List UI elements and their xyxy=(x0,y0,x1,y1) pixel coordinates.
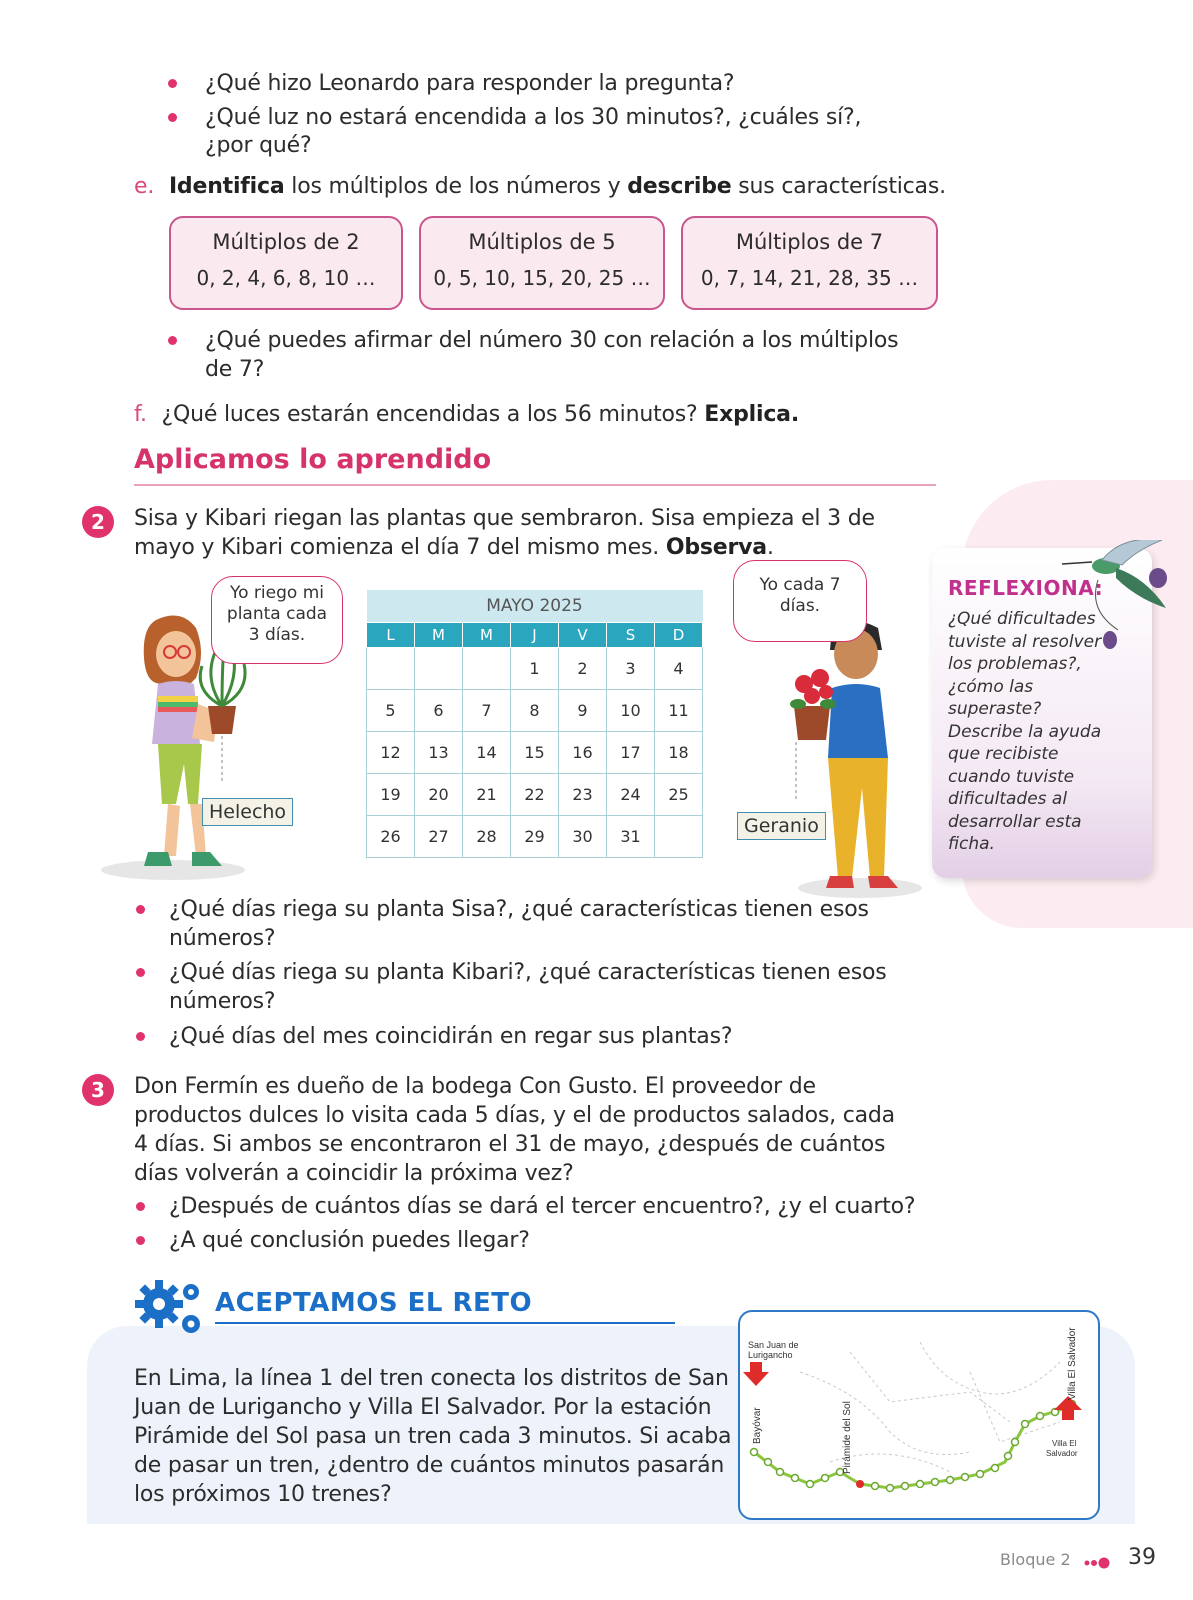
item-e-bold2: describe xyxy=(627,174,732,199)
calendar-day: 4 xyxy=(655,648,703,690)
reflexiona-line: ¿cómo las xyxy=(948,676,1034,697)
bubble-sisa-line3: 3 días. xyxy=(248,625,306,645)
section-title: Aplicamos lo aprendido xyxy=(134,444,492,475)
calendar-day: 18 xyxy=(655,732,703,774)
calendar-day: 1 xyxy=(511,648,559,690)
reto-line3: Pirámide del Sol pasa un tren cada 3 minutos. Si acaba xyxy=(134,1424,732,1449)
map-label-piramide: Pirámide del Sol xyxy=(842,1401,853,1474)
calendar-day: 10 xyxy=(607,690,655,732)
calendar-day: 29 xyxy=(511,816,559,858)
question-kibari-cont: números? xyxy=(169,989,276,1014)
problem-2-line2 xyxy=(134,533,774,562)
reflexiona-line: cuando tuviste xyxy=(948,766,1075,787)
calendar-day: 22 xyxy=(511,774,559,816)
tag-geranio: Geranio xyxy=(737,812,826,840)
problem-3-line3: 4 días. Si ambos se encontraron el 31 de mayo, ¿después de cuántos xyxy=(134,1132,886,1157)
question-luz: ¿Qué luz no estará encendida a los 30 minutos?, ¿cuáles sí?, xyxy=(205,105,862,130)
item-e-bold1: Identifica xyxy=(168,174,285,199)
question-tercer-encuentro: ¿Después de cuántos días se dará el tercer encuentro?, ¿y el cuarto? xyxy=(169,1194,916,1219)
calendar-day: 28 xyxy=(463,816,511,858)
question-sisa-cont: números? xyxy=(169,926,276,951)
question-sisa: ¿Qué días riega su planta Sisa?, ¿qué características tienen esos xyxy=(169,897,869,922)
section-divider xyxy=(134,484,936,486)
multiples-title: Múltiplos de 5 xyxy=(468,230,616,254)
reto-title: ACEPTAMOS EL RETO xyxy=(215,1288,533,1318)
reflexiona-line: desarrollar esta xyxy=(948,811,1082,832)
calendar-day: 7 xyxy=(463,690,511,732)
calendar-day: 20 xyxy=(415,774,463,816)
map-label-ve2: Salvador xyxy=(1046,1449,1078,1458)
question-30: ¿Qué puedes afirmar del número 30 con relación a los múltiplos xyxy=(205,328,899,353)
day-header: S xyxy=(607,623,655,648)
bubble-kibari-line2: días. xyxy=(779,596,821,616)
problem-2-line1: Sisa y Kibari riegan las plantas que sembraron. Sisa empieza el 3 de xyxy=(134,506,875,531)
day-header: J xyxy=(511,623,559,648)
calendar-day: 27 xyxy=(415,816,463,858)
footer-dots-icon xyxy=(1084,1556,1114,1570)
speech-bubble-kibari xyxy=(733,560,867,642)
multiples-values: 0, 2, 4, 6, 8, 10 … xyxy=(196,266,376,290)
map-label-sj2: Lurigancho xyxy=(748,1350,793,1360)
reflexiona-line: dificultades al xyxy=(948,789,1068,809)
reflexiona-line: ficha. xyxy=(948,834,995,854)
problem-3-line2: productos dulces lo visita cada 5 días, y el de productos salados, cada xyxy=(134,1103,895,1128)
calendar-day: 26 xyxy=(367,816,415,858)
item-f-text: ¿Qué luces estarán encendidas a los 56 minutos? xyxy=(161,402,705,427)
item-f-bold: Explica. xyxy=(704,402,799,427)
train-route xyxy=(740,1312,1098,1518)
bullet-dot xyxy=(168,113,177,122)
calendar-day: 24 xyxy=(607,774,655,816)
calendar-day: 5 xyxy=(367,690,415,732)
footer-bloque: Bloque 2 xyxy=(1000,1550,1071,1569)
bubble-sisa-line2: planta cada xyxy=(226,604,328,624)
item-e xyxy=(134,172,946,201)
multiples-title: Múltiplos de 2 xyxy=(212,230,360,254)
bubble-kibari-line1: Yo cada 7 xyxy=(759,575,841,595)
calendar-may-2025 xyxy=(366,590,703,858)
calendar-day: 9 xyxy=(559,690,607,732)
bubble-sisa-line1: Yo riego mi xyxy=(230,583,324,603)
calendar-day: 12 xyxy=(367,732,415,774)
calendar-day: 21 xyxy=(463,774,511,816)
problem-2-end: . xyxy=(766,535,774,560)
bullet-dot xyxy=(136,905,145,914)
reflexiona-line: los problemas?, xyxy=(948,654,1082,674)
calendar-day: 6 xyxy=(415,690,463,732)
multiples-box-2 xyxy=(169,216,403,310)
calendar-day: 19 xyxy=(367,774,415,816)
day-header: L xyxy=(367,623,415,648)
day-header: M xyxy=(415,623,463,648)
reto-line4: de pasar un tren, ¿dentro de cuántos minutos pasarán xyxy=(134,1453,725,1478)
multiples-values: 0, 7, 14, 21, 28, 35 … xyxy=(700,266,919,290)
question-kibari: ¿Qué días riega su planta Kibari?, ¿qué características tienen esos xyxy=(169,960,887,985)
train-line-map xyxy=(738,1310,1100,1520)
calendar-day: 13 xyxy=(415,732,463,774)
calendar-day: 23 xyxy=(559,774,607,816)
item-f-letter: f. xyxy=(134,402,147,427)
reto-line5: los próximos 10 trenes? xyxy=(134,1482,392,1507)
item-f xyxy=(134,400,799,429)
calendar-day: 31 xyxy=(607,816,655,858)
calendar-day: 8 xyxy=(511,690,559,732)
page-number: 39 xyxy=(1128,1545,1156,1570)
bullet-dot xyxy=(136,1202,145,1211)
reflexiona-line: tuviste al resolver xyxy=(948,631,1102,652)
question-30-cont: de 7? xyxy=(205,357,265,382)
map-label-villa: Villa El Salvador xyxy=(1067,1327,1078,1400)
item-e-letter: e. xyxy=(134,174,155,199)
calendar-day: 3 xyxy=(607,648,655,690)
day-header: M xyxy=(463,623,511,648)
problem-3-line1: Don Fermín es dueño de la bodega Con Gusto. El proveedor de xyxy=(134,1074,816,1099)
calendar-day: 17 xyxy=(607,732,655,774)
reto-underline xyxy=(215,1322,675,1324)
bullet-dot xyxy=(136,968,145,977)
calendar-month: MAYO 2025 xyxy=(367,590,703,623)
bullet-dot xyxy=(168,336,177,345)
tag-helecho: Helecho xyxy=(202,798,293,826)
map-label-ve1: Villa El xyxy=(1052,1439,1077,1448)
calendar-day xyxy=(655,816,703,858)
problem-number-2: 2 xyxy=(82,506,114,538)
reflexiona-title: REFLEXIONA: xyxy=(948,576,1104,600)
question-luz-cont: ¿por qué? xyxy=(205,133,312,158)
calendar-day: 30 xyxy=(559,816,607,858)
reflexiona-line: que recibiste xyxy=(948,744,1059,764)
day-header: V xyxy=(559,623,607,648)
bullet-dot xyxy=(136,1032,145,1041)
day-header: D xyxy=(655,623,703,648)
multiples-box-5 xyxy=(419,216,665,310)
reflexiona-line: ¿Qué dificultades xyxy=(948,609,1096,629)
speech-bubble-sisa xyxy=(211,576,343,664)
calendar-day: 14 xyxy=(463,732,511,774)
problem-2-bold: Observa xyxy=(665,535,767,560)
item-e-text2: sus características. xyxy=(731,174,946,199)
question-coincidir: ¿Qué días del mes coincidirán en regar sus plantas? xyxy=(169,1024,733,1049)
calendar-day: 2 xyxy=(559,648,607,690)
map-label-sj1: San Juan de xyxy=(748,1340,799,1350)
calendar-day xyxy=(367,648,415,690)
calendar-day xyxy=(415,648,463,690)
calendar-day: 15 xyxy=(511,732,559,774)
problem-number-3: 3 xyxy=(82,1074,114,1106)
calendar-day xyxy=(463,648,511,690)
bullet-dot xyxy=(168,79,177,88)
problem-3-line4: días volverán a coincidir la próxima vez? xyxy=(134,1161,574,1186)
reto-line1: En Lima, la línea 1 del tren conecta los distritos de San xyxy=(134,1366,729,1391)
kibari-illustration xyxy=(790,620,930,900)
multiples-box-7 xyxy=(681,216,938,310)
map-label-bayovar: Bayóvar xyxy=(752,1407,763,1444)
multiples-values: 0, 5, 10, 15, 20, 25 … xyxy=(433,266,651,290)
problem-2-line2-text: mayo y Kibari comienza el día 7 del mismo mes. xyxy=(134,535,666,560)
reto-line2: Juan de Lurigancho y Villa El Salvador. Por la estación xyxy=(134,1395,712,1420)
gears-icon xyxy=(133,1278,213,1340)
calendar-day: 16 xyxy=(559,732,607,774)
hummingbird-icon xyxy=(1058,540,1178,650)
multiples-title: Múltiplos de 7 xyxy=(735,230,884,254)
question-leonardo: ¿Qué hizo Leonardo para responder la pregunta? xyxy=(205,71,735,96)
calendar-day: 25 xyxy=(655,774,703,816)
question-conclusion: ¿A qué conclusión puedes llegar? xyxy=(169,1228,530,1253)
bullet-dot xyxy=(136,1236,145,1245)
reflexiona-line: superaste? xyxy=(948,699,1042,719)
item-e-text1: los múltiplos de los números y xyxy=(284,174,628,199)
calendar-day: 11 xyxy=(655,690,703,732)
reflexiona-line: Describe la ayuda xyxy=(948,721,1102,742)
